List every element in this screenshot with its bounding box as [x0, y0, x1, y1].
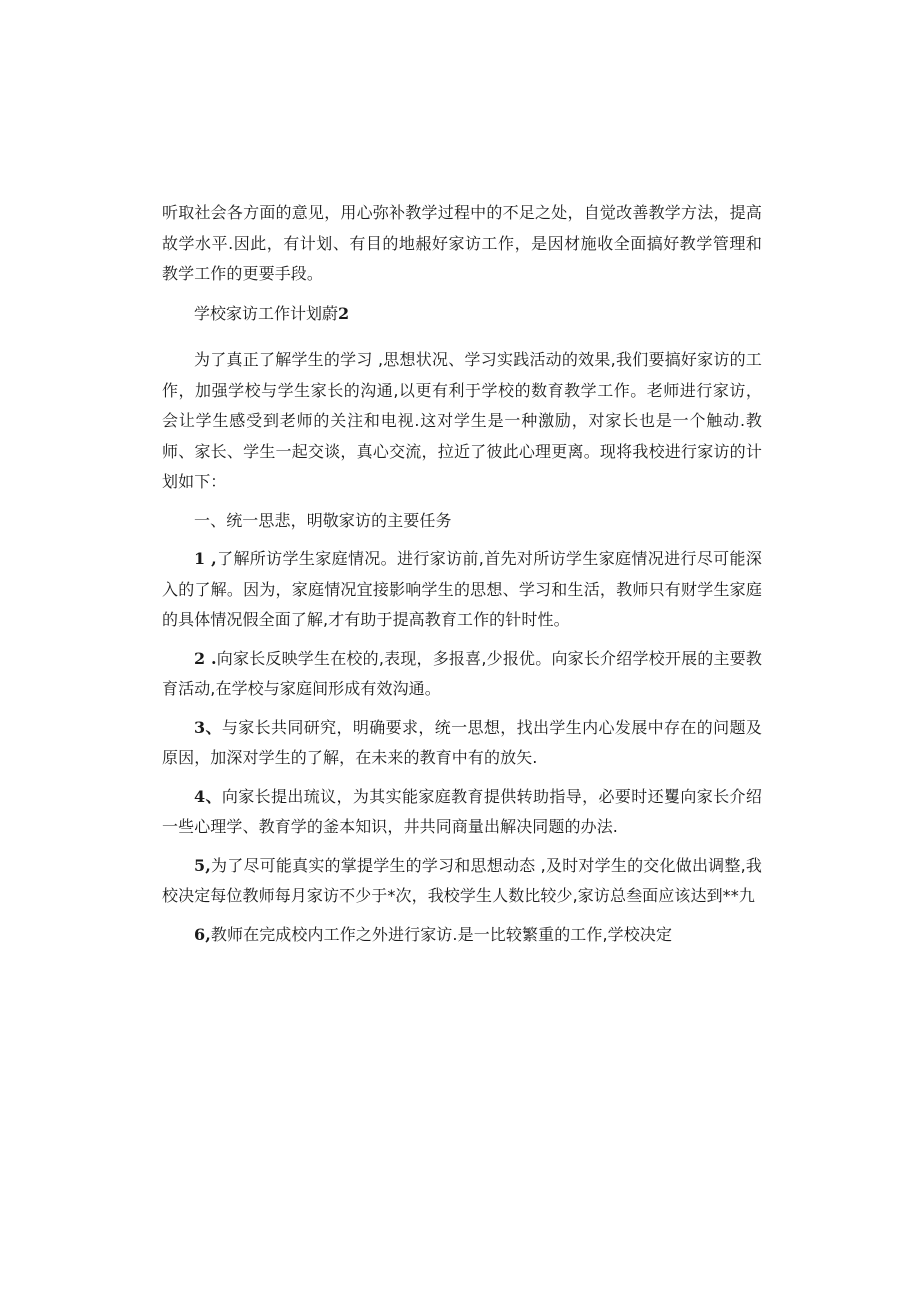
heading-1: 一、统一思悲，明敬家访的主要任务: [194, 510, 452, 530]
section-title: [162, 299, 762, 330]
list-item-number: 3、: [194, 717, 222, 737]
list-item: [162, 644, 762, 705]
list-item-number: 4、: [194, 786, 222, 806]
list-item-text: 向家长反映学生在校的,表现，多报喜,少报优。向家长介绍学校开展的主要教育活动,在学校与家庭间形成有效沟通。: [162, 648, 762, 698]
intro-paragraph: 听取社会各方面的意见，用心弥补教学过程中的不足之处，自觉改善教学方法，提高故学水平.因此，有计划、有目的地赧好家访工作，是因材施收全面搞好教学管理和教学工作的更要手段。: [162, 203, 762, 283]
list-item: [162, 782, 762, 843]
list-item-number: 6,: [194, 924, 211, 944]
list-item-number: 2 .: [194, 648, 217, 668]
list-item-number: 1 ,: [194, 549, 217, 568]
list-item: [162, 713, 762, 774]
list-item-text: 教师在完成校内工作之外进行家访.是一比较繁重的工作,学校决定: [210, 924, 673, 944]
opening-paragraph: 为了真正了解学生的学习 ,思想状况、学习实践活动的效果,我们要搞好家访的工作，加强学校与学生家长的沟通,以更有利于学校的数育教学工作。老师进行家访，会让学生感受到老师的关注和电视.这对学生是一种激励，对家长也是一个触动.教师、家长、学生一起交谈，真心交流，拉近了彼此心理更离。现将我校进行家访的计划如下：: [162, 350, 762, 491]
list-item-text: 与家长共同研究，明确要求，统一思想，找出学生内心发展中存在的问题及原因，加深对学生的了解，在未来的教育中有的放矢.: [162, 717, 762, 767]
list-item-text: 了解所访学生家庭情况。进行家访前,首先对所访学生家庭情况进行尽可能深入的了解。因为，家庭情况宜接影响学生的思想、学习和生活，教师只有财学生家庭的具体情况假全面了解,才有助于提高教育工作的针时性。: [162, 549, 762, 629]
section-title-number: 2: [338, 303, 350, 323]
section-title-text: 学校家访工作计划蔚: [194, 303, 339, 323]
list-item: [162, 920, 762, 951]
list-item-text: 向家长提出琉议，为其实能家庭教育提供转助指导，必要时还矍向家长介绍一些心理学、教育学的釜本知识，井共同商量出解决同题的办法.: [162, 786, 762, 836]
document-body: [162, 198, 762, 950]
list-item-text: 为了尽可能真实的掌提学生的学习和思想动态 ,及时对学生的交化做出调整,我校决定每位教师每月家访不少于*次，我校学生人数比较少,家访总叁面应该达到**九: [162, 855, 762, 905]
list-item: [162, 851, 762, 912]
list-item-number: 5,: [194, 855, 211, 875]
list-item: [162, 544, 762, 636]
